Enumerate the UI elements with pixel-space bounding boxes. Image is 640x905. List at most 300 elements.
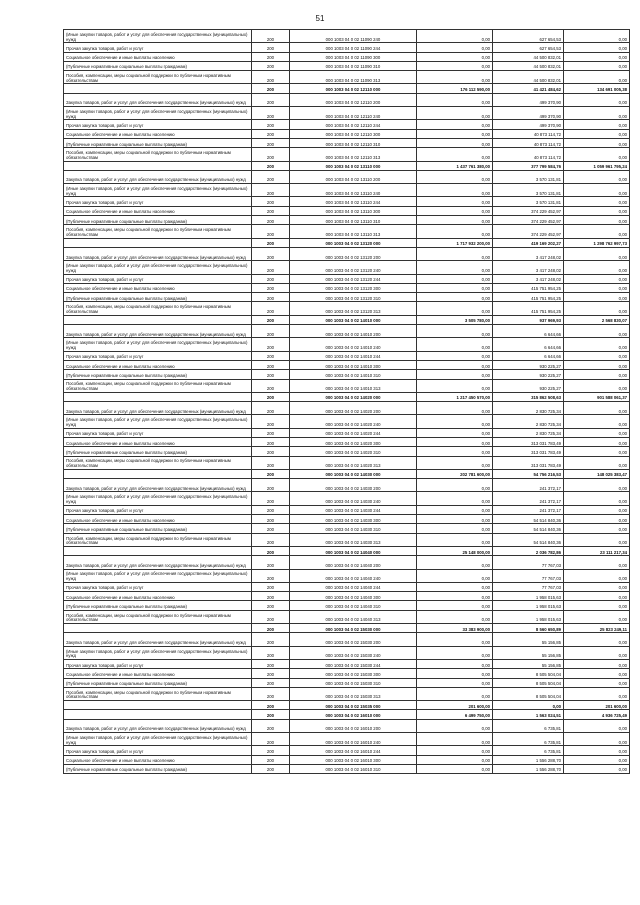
executed-amount-cell: 1 958 015,63 <box>493 610 564 623</box>
classification-code-cell: 000 1003 04 0 02 15030 244 <box>290 659 417 668</box>
approved-amount-cell: 0,00 <box>417 43 493 52</box>
expense-name-cell: (Публичные нормативные социальные выплаты гражданам) <box>64 216 252 225</box>
unexecuted-amount-cell: 0,00 <box>564 184 630 197</box>
expense-name-cell: Социальное обеспечение и иные выплаты населению <box>64 283 252 292</box>
line-code-cell: 200 <box>252 447 290 456</box>
unexecuted-amount-cell: 0,00 <box>564 107 630 120</box>
classification-code-cell: 000 1003 04 0 02 14020 310 <box>290 447 417 456</box>
approved-amount-cell: 0,00 <box>417 338 493 351</box>
approved-amount-cell: 0,00 <box>417 283 493 292</box>
executed-amount-cell: 54 514 840,36 <box>493 515 564 524</box>
table-row <box>64 148 630 161</box>
table-row <box>64 206 630 215</box>
unexecuted-amount-cell: 0,00 <box>564 197 630 206</box>
table-row <box>64 669 630 678</box>
approved-amount-cell: 0,00 <box>417 351 493 360</box>
expense-name-cell: Прочая закупка товаров, работ и услуг <box>64 43 252 52</box>
expense-name-cell: Закупка товаров, работ и услуг для обеспечения государственных (муниципальных) нужд <box>64 479 252 492</box>
line-code-cell: 200 <box>252 43 290 52</box>
unexecuted-amount-cell: 0,00 <box>564 633 630 646</box>
unexecuted-amount-cell: 0,00 <box>564 170 630 183</box>
line-code-cell: 200 <box>252 624 290 633</box>
executed-amount-cell: 40 873 114,72 <box>493 148 564 161</box>
unexecuted-amount-cell: 0,00 <box>564 415 630 428</box>
classification-code-cell: 000 1003 04 0 02 12110 313 <box>290 148 417 161</box>
expense-name-cell: Пособия, компенсации, меры социальной поддержки по публичным нормативным обязательствам <box>64 148 252 161</box>
classification-code-cell: 000 1003 04 0 02 14040 310 <box>290 601 417 610</box>
executed-amount-cell: 937 969,93 <box>493 315 564 324</box>
unexecuted-amount-cell: 148 025 383,47 <box>564 469 630 478</box>
classification-code-cell: 000 1003 04 0 02 15030 300 <box>290 669 417 678</box>
classification-code-cell: 000 1003 04 0 02 12110 200 <box>290 93 417 106</box>
unexecuted-amount-cell: 901 588 061,37 <box>564 392 630 401</box>
unexecuted-amount-cell: 0,00 <box>564 733 630 746</box>
executed-amount-cell: 3 417 248,02 <box>493 274 564 283</box>
classification-code-cell: 000 1003 04 0 02 13110 000 <box>290 161 417 170</box>
expense-name-cell: Социальное обеспечение и иные выплаты населению <box>64 755 252 764</box>
table-row <box>64 633 630 646</box>
line-code-cell: 200 <box>252 225 290 238</box>
approved-amount-cell: 0,00 <box>417 492 493 505</box>
line-code-cell: 200 <box>252 764 290 773</box>
line-code-cell: 200 <box>252 148 290 161</box>
line-code-cell: 200 <box>252 546 290 555</box>
executed-amount-cell: 77 767,03 <box>493 556 564 569</box>
unexecuted-amount-cell: 0,00 <box>564 370 630 379</box>
unexecuted-amount-cell: 0,00 <box>564 582 630 591</box>
table-row <box>64 379 630 392</box>
classification-code-cell: 000 1003 04 0 02 15030 310 <box>290 678 417 687</box>
expense-name-cell <box>64 392 252 401</box>
expense-name-cell: Пособия, компенсации, меры социальной поддержки по публичным нормативным обязательствам <box>64 225 252 238</box>
unexecuted-amount-cell: 0,00 <box>564 569 630 582</box>
classification-code-cell: 000 1003 04 0 02 14020 244 <box>290 428 417 437</box>
classification-code-cell: 000 1003 04 0 02 12110 244 <box>290 120 417 129</box>
executed-amount-cell: 3 417 248,02 <box>493 261 564 274</box>
line-code-cell: 200 <box>252 325 290 338</box>
executed-amount-cell: 419 169 202,27 <box>493 238 564 247</box>
table-row <box>64 30 630 43</box>
line-code-cell: 200 <box>252 161 290 170</box>
approved-amount-cell: 0,00 <box>417 437 493 446</box>
unexecuted-amount-cell: 0,00 <box>564 360 630 369</box>
approved-amount-cell: 0,00 <box>417 120 493 129</box>
expense-name-cell: (Публичные нормативные социальные выплаты гражданам) <box>64 678 252 687</box>
expense-name-cell: Пособия, компенсации, меры социальной поддержки по публичным нормативным обязательствам <box>64 302 252 315</box>
classification-code-cell: 000 1003 04 0 02 11090 240 <box>290 30 417 43</box>
table-row <box>64 52 630 61</box>
unexecuted-amount-cell: 0,00 <box>564 601 630 610</box>
unexecuted-amount-cell: 0,00 <box>564 402 630 415</box>
executed-amount-cell: 55 156,85 <box>493 646 564 659</box>
unexecuted-amount-cell: 0,00 <box>564 71 630 84</box>
approved-amount-cell: 0,00 <box>417 633 493 646</box>
approved-amount-cell: 0,00 <box>417 206 493 215</box>
executed-amount-cell: 499 370,90 <box>493 120 564 129</box>
approved-amount-cell: 3 505 780,00 <box>417 315 493 324</box>
executed-amount-cell: 377 799 584,76 <box>493 161 564 170</box>
table-row <box>64 283 630 292</box>
classification-code-cell: 000 1003 04 0 02 16010 300 <box>290 755 417 764</box>
table-row <box>64 428 630 437</box>
unexecuted-amount-cell: 0,00 <box>564 755 630 764</box>
executed-amount-cell: 499 370,90 <box>493 107 564 120</box>
unexecuted-amount-cell: 0,00 <box>564 325 630 338</box>
expense-name-cell: Прочая закупка товаров, работ и услуг <box>64 120 252 129</box>
executed-amount-cell: 415 751 954,25 <box>493 293 564 302</box>
line-code-cell: 200 <box>252 402 290 415</box>
executed-amount-cell: 627 654,53 <box>493 30 564 43</box>
executed-amount-cell: 241 372,17 <box>493 479 564 492</box>
line-code-cell: 200 <box>252 687 290 700</box>
expense-name-cell: Пособия, компенсации, меры социальной поддержки по публичным нормативным обязательствам <box>64 610 252 623</box>
classification-code-cell: 000 1003 04 0 02 16010 244 <box>290 746 417 755</box>
expense-name-cell: (Иные закупки товаров, работ и услуг для обеспечения государственных (муниципальных) нужд <box>64 415 252 428</box>
expense-name-cell: (Публичные нормативные социальные выплаты гражданам) <box>64 61 252 70</box>
line-code-cell: 200 <box>252 479 290 492</box>
expense-name-cell: Пособия, компенсации, меры социальной поддержки по публичным нормативным обязательствам <box>64 456 252 469</box>
classification-code-cell: 000 1003 04 0 02 14040 200 <box>290 556 417 569</box>
unexecuted-amount-cell: 0,00 <box>564 746 630 755</box>
line-code-cell: 200 <box>252 710 290 719</box>
line-code-cell: 200 <box>252 360 290 369</box>
unexecuted-amount-cell: 4 936 725,49 <box>564 710 630 719</box>
unexecuted-amount-cell: 0,00 <box>564 225 630 238</box>
unexecuted-amount-cell: 0,00 <box>564 261 630 274</box>
classification-code-cell: 000 1003 04 0 02 13120 200 <box>290 247 417 260</box>
line-code-cell: 200 <box>252 556 290 569</box>
line-code-cell: 200 <box>252 315 290 324</box>
classification-code-cell: 000 1003 04 0 02 14030 244 <box>290 505 417 514</box>
table-row <box>64 624 630 633</box>
line-code-cell: 200 <box>252 659 290 668</box>
table-row <box>64 261 630 274</box>
executed-amount-cell: 2 036 782,86 <box>493 546 564 555</box>
classification-code-cell: 000 1003 04 0 02 14010 244 <box>290 351 417 360</box>
line-code-cell: 200 <box>252 505 290 514</box>
line-code-cell: 200 <box>252 93 290 106</box>
unexecuted-amount-cell: 0,00 <box>564 93 630 106</box>
approved-amount-cell: 0,00 <box>417 93 493 106</box>
classification-code-cell: 000 1003 04 0 02 14030 310 <box>290 524 417 533</box>
approved-amount-cell: 0,00 <box>417 659 493 668</box>
expense-name-cell: (Публичные нормативные социальные выплаты гражданам) <box>64 764 252 773</box>
table-row <box>64 515 630 524</box>
executed-amount-cell: 313 031 783,49 <box>493 447 564 456</box>
expense-name-cell: (Публичные нормативные социальные выплаты гражданам) <box>64 524 252 533</box>
table-row <box>64 325 630 338</box>
table-row <box>64 592 630 601</box>
approved-amount-cell: 1 717 932 200,00 <box>417 238 493 247</box>
classification-code-cell: 000 1003 04 0 02 13120 300 <box>290 283 417 292</box>
classification-code-cell: 000 1003 04 0 02 12110 300 <box>290 129 417 138</box>
table-row <box>64 129 630 138</box>
table-row <box>64 302 630 315</box>
executed-amount-cell: 1 563 024,51 <box>493 710 564 719</box>
line-code-cell: 200 <box>252 338 290 351</box>
executed-amount-cell: 77 767,03 <box>493 582 564 591</box>
expense-name-cell: Социальное обеспечение и иные выплаты населению <box>64 360 252 369</box>
unexecuted-amount-cell: 2 568 830,07 <box>564 315 630 324</box>
line-code-cell: 200 <box>252 170 290 183</box>
expense-name-cell: Прочая закупка товаров, работ и услуг <box>64 505 252 514</box>
table-row <box>64 247 630 260</box>
classification-code-cell: 000 1003 04 0 02 14030 240 <box>290 492 417 505</box>
approved-amount-cell: 0,00 <box>417 402 493 415</box>
classification-code-cell: 000 1003 04 0 02 15030 200 <box>290 633 417 646</box>
classification-code-cell: 000 1003 04 0 02 14030 000 <box>290 469 417 478</box>
table-row <box>64 610 630 623</box>
line-code-cell: 200 <box>252 746 290 755</box>
table-row <box>64 556 630 569</box>
expense-name-cell: Социальное обеспечение и иные выплаты населению <box>64 592 252 601</box>
approved-amount-cell: 0,00 <box>417 71 493 84</box>
line-code-cell: 200 <box>252 293 290 302</box>
unexecuted-amount-cell: 0,00 <box>564 479 630 492</box>
executed-amount-cell: 2 830 725,34 <box>493 415 564 428</box>
unexecuted-amount-cell: 0,00 <box>564 659 630 668</box>
approved-amount-cell: 0,00 <box>417 293 493 302</box>
line-code-cell: 200 <box>252 216 290 225</box>
approved-amount-cell: 0,00 <box>417 415 493 428</box>
unexecuted-amount-cell: 23 111 217,34 <box>564 546 630 555</box>
unexecuted-amount-cell: 0,00 <box>564 505 630 514</box>
table-row <box>64 216 630 225</box>
executed-amount-cell: 55 156,85 <box>493 659 564 668</box>
approved-amount-cell: 0,00 <box>417 52 493 61</box>
expense-name-cell <box>64 238 252 247</box>
table-row <box>64 546 630 555</box>
executed-amount-cell: 3 570 131,81 <box>493 197 564 206</box>
expense-name-cell <box>64 546 252 555</box>
expense-name-cell: (Иные закупки товаров, работ и услуг для обеспечения государственных (муниципальных) нужд <box>64 569 252 582</box>
line-code-cell: 200 <box>252 370 290 379</box>
approved-amount-cell: 0,00 <box>417 524 493 533</box>
expense-name-cell: Закупка товаров, работ и услуг для обеспечения государственных (муниципальных) нужд <box>64 170 252 183</box>
table-row <box>64 447 630 456</box>
approved-amount-cell: 0,00 <box>417 184 493 197</box>
unexecuted-amount-cell: 201 600,00 <box>564 701 630 710</box>
approved-amount-cell: 0,00 <box>417 61 493 70</box>
line-code-cell: 200 <box>252 261 290 274</box>
approved-amount-cell: 0,00 <box>417 170 493 183</box>
approved-amount-cell: 0,00 <box>417 610 493 623</box>
table-row <box>64 437 630 446</box>
table-row <box>64 755 630 764</box>
classification-code-cell: 000 1003 04 0 02 11090 310 <box>290 61 417 70</box>
approved-amount-cell: 25 148 000,00 <box>417 546 493 555</box>
table-row <box>64 71 630 84</box>
unexecuted-amount-cell: 0,00 <box>564 216 630 225</box>
executed-amount-cell: 44 500 832,01 <box>493 61 564 70</box>
expense-name-cell: (Иные закупки товаров, работ и услуг для обеспечения государственных (муниципальных) нужд <box>64 338 252 351</box>
classification-code-cell: 000 1003 04 0 02 14040 000 <box>290 546 417 555</box>
unexecuted-amount-cell: 0,00 <box>564 492 630 505</box>
unexecuted-amount-cell: 0,00 <box>564 524 630 533</box>
approved-amount-cell: 0,00 <box>417 30 493 43</box>
expense-name-cell: Закупка товаров, работ и услуг для обеспечения государственных (муниципальных) нужд <box>64 402 252 415</box>
expense-name-cell: Прочая закупка товаров, работ и услуг <box>64 582 252 591</box>
approved-amount-cell: 0,00 <box>417 225 493 238</box>
table-row <box>64 469 630 478</box>
classification-code-cell: 000 1003 04 0 02 15030 240 <box>290 646 417 659</box>
classification-code-cell: 000 1003 04 0 02 16010 240 <box>290 733 417 746</box>
line-code-cell: 200 <box>252 582 290 591</box>
line-code-cell: 200 <box>252 533 290 546</box>
table-row <box>64 764 630 773</box>
expense-name-cell: (Публичные нормативные социальные выплаты гражданам) <box>64 293 252 302</box>
classification-code-cell: 000 1003 04 0 02 16010 310 <box>290 764 417 773</box>
table-row <box>64 43 630 52</box>
executed-amount-cell: 6 644,66 <box>493 338 564 351</box>
table-row <box>64 351 630 360</box>
unexecuted-amount-cell: 0,00 <box>564 764 630 773</box>
classification-code-cell: 000 1003 04 0 02 14010 240 <box>290 338 417 351</box>
expense-name-cell: Прочая закупка товаров, работ и услуг <box>64 659 252 668</box>
classification-code-cell: 000 1003 04 0 02 14030 300 <box>290 515 417 524</box>
table-row <box>64 719 630 732</box>
classification-code-cell: 000 1003 04 0 02 14020 300 <box>290 437 417 446</box>
unexecuted-amount-cell: 0,00 <box>564 351 630 360</box>
approved-amount-cell: 0,00 <box>417 556 493 569</box>
executed-amount-cell: 374 229 452,97 <box>493 206 564 215</box>
executed-amount-cell: 40 873 114,72 <box>493 129 564 138</box>
classification-code-cell: 000 1003 04 0 02 13110 244 <box>290 197 417 206</box>
unexecuted-amount-cell: 0,00 <box>564 719 630 732</box>
expense-name-cell: (Публичные нормативные социальные выплаты гражданам) <box>64 601 252 610</box>
line-code-cell: 200 <box>252 646 290 659</box>
expense-name-cell: (Иные закупки товаров, работ и услуг для обеспечения государственных (муниципальных) нужд <box>64 261 252 274</box>
line-code-cell: 200 <box>252 61 290 70</box>
line-code-cell: 200 <box>252 678 290 687</box>
executed-amount-cell: 374 229 452,97 <box>493 216 564 225</box>
unexecuted-amount-cell: 134 691 005,38 <box>564 84 630 93</box>
table-row <box>64 415 630 428</box>
approved-amount-cell: 0,00 <box>417 129 493 138</box>
table-row <box>64 569 630 582</box>
line-code-cell: 200 <box>252 469 290 478</box>
unexecuted-amount-cell: 0,00 <box>564 283 630 292</box>
executed-amount-cell: 54 756 216,53 <box>493 469 564 478</box>
unexecuted-amount-cell: 0,00 <box>564 678 630 687</box>
unexecuted-amount-cell: 0,00 <box>564 129 630 138</box>
classification-code-cell: 000 1003 04 0 02 13120 244 <box>290 274 417 283</box>
unexecuted-amount-cell: 0,00 <box>564 302 630 315</box>
executed-amount-cell: 1 958 015,63 <box>493 601 564 610</box>
table-row <box>64 184 630 197</box>
expense-name-cell: Социальное обеспечение и иные выплаты населению <box>64 669 252 678</box>
classification-code-cell: 000 1003 04 0 02 14040 313 <box>290 610 417 623</box>
executed-amount-cell: 3 570 131,81 <box>493 184 564 197</box>
table-row <box>64 492 630 505</box>
executed-amount-cell: 499 370,90 <box>493 93 564 106</box>
line-code-cell: 200 <box>252 120 290 129</box>
expense-name-cell: Закупка товаров, работ и услуг для обеспечения государственных (муниципальных) нужд <box>64 325 252 338</box>
classification-code-cell: 000 1003 04 0 02 13120 240 <box>290 261 417 274</box>
approved-amount-cell: 0,00 <box>417 733 493 746</box>
executed-amount-cell: 6 735,81 <box>493 733 564 746</box>
classification-code-cell: 000 1003 04 0 02 14020 000 <box>290 392 417 401</box>
executed-amount-cell: 55 156,85 <box>493 633 564 646</box>
expense-name-cell: (Публичные нормативные социальные выплаты гражданам) <box>64 447 252 456</box>
approved-amount-cell: 0,00 <box>417 569 493 582</box>
expense-name-cell: Закупка товаров, работ и услуг для обеспечения государственных (муниципальных) нужд <box>64 93 252 106</box>
classification-code-cell: 000 1003 04 0 02 14020 200 <box>290 402 417 415</box>
unexecuted-amount-cell: 0,00 <box>564 456 630 469</box>
classification-code-cell: 000 1003 04 0 02 15030 313 <box>290 687 417 700</box>
table-row <box>64 93 630 106</box>
line-code-cell: 200 <box>252 392 290 401</box>
table-row <box>64 659 630 668</box>
line-code-cell: 200 <box>252 129 290 138</box>
line-code-cell: 200 <box>252 592 290 601</box>
approved-amount-cell: 0,00 <box>417 533 493 546</box>
unexecuted-amount-cell: 0,00 <box>564 206 630 215</box>
table-row <box>64 360 630 369</box>
expense-name-cell: Прочая закупка товаров, работ и услуг <box>64 197 252 206</box>
approved-amount-cell: 0,00 <box>417 678 493 687</box>
executed-amount-cell: 930 225,27 <box>493 379 564 392</box>
classification-code-cell: 000 1003 04 0 02 16010 200 <box>290 719 417 732</box>
table-row <box>64 701 630 710</box>
executed-amount-cell: 241 372,17 <box>493 505 564 514</box>
classification-code-cell: 000 1003 04 0 02 12110 000 <box>290 84 417 93</box>
classification-code-cell: 000 1003 04 0 02 16010 000 <box>290 710 417 719</box>
classification-code-cell: 000 1003 04 0 02 13120 313 <box>290 302 417 315</box>
classification-code-cell: 000 1003 04 0 02 11090 313 <box>290 71 417 84</box>
classification-code-cell: 000 1003 04 0 02 11090 244 <box>290 43 417 52</box>
unexecuted-amount-cell: 0,00 <box>564 646 630 659</box>
approved-amount-cell: 0,00 <box>417 646 493 659</box>
line-code-cell: 200 <box>252 569 290 582</box>
executed-amount-cell: 6 735,81 <box>493 746 564 755</box>
line-code-cell: 200 <box>252 206 290 215</box>
classification-code-cell: 000 1003 04 0 02 14040 300 <box>290 592 417 601</box>
executed-amount-cell: 40 873 114,72 <box>493 138 564 147</box>
expense-name-cell: Прочая закупка товаров, работ и услуг <box>64 274 252 283</box>
classification-code-cell: 000 1003 04 0 02 14010 313 <box>290 379 417 392</box>
unexecuted-amount-cell: 0,00 <box>564 533 630 546</box>
approved-amount-cell: 0,00 <box>417 148 493 161</box>
classification-code-cell: 000 1003 04 0 02 11090 300 <box>290 52 417 61</box>
line-code-cell: 200 <box>252 755 290 764</box>
unexecuted-amount-cell: 0,00 <box>564 428 630 437</box>
expense-name-cell: (Иные закупки товаров, работ и услуг для обеспечения государственных (муниципальных) нужд <box>64 733 252 746</box>
classification-code-cell: 000 1003 04 0 02 12110 310 <box>290 138 417 147</box>
executed-amount-cell: 315 862 508,63 <box>493 392 564 401</box>
approved-amount-cell: 0,00 <box>417 764 493 773</box>
approved-amount-cell: 0,00 <box>417 582 493 591</box>
table-row <box>64 601 630 610</box>
expense-name-cell: Социальное обеспечение и иные выплаты населению <box>64 129 252 138</box>
approved-amount-cell: 0,00 <box>417 719 493 732</box>
table-row <box>64 678 630 687</box>
executed-amount-cell: 8 505 504,04 <box>493 678 564 687</box>
executed-amount-cell: 1 556 288,70 <box>493 764 564 773</box>
executed-amount-cell: 1 556 288,70 <box>493 755 564 764</box>
unexecuted-amount-cell: 0,00 <box>564 30 630 43</box>
approved-amount-cell: 0,00 <box>417 379 493 392</box>
unexecuted-amount-cell: 0,00 <box>564 148 630 161</box>
executed-amount-cell: 2 830 725,34 <box>493 402 564 415</box>
approved-amount-cell: 0,00 <box>417 274 493 283</box>
executed-amount-cell: 6 644,66 <box>493 351 564 360</box>
unexecuted-amount-cell: 0,00 <box>564 120 630 129</box>
unexecuted-amount-cell: 1 059 961 795,24 <box>564 161 630 170</box>
classification-code-cell: 000 1003 04 0 02 14040 240 <box>290 569 417 582</box>
classification-code-cell: 000 1003 04 0 02 14010 200 <box>290 325 417 338</box>
classification-code-cell: 000 1003 04 0 02 13110 313 <box>290 225 417 238</box>
